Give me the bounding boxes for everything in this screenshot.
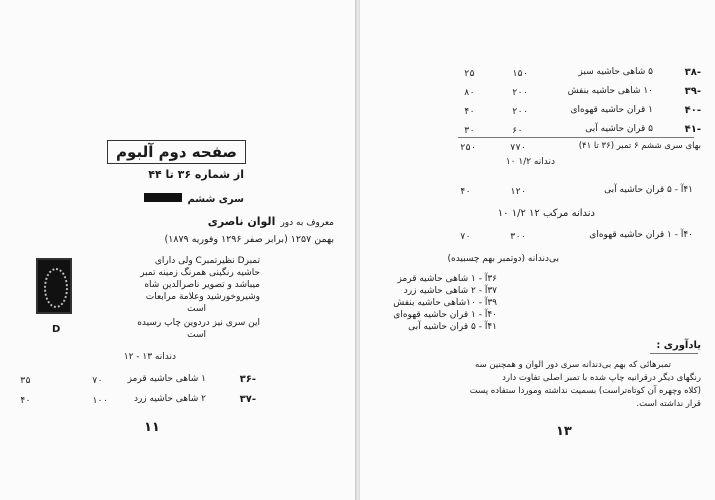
item-price2: ۴۰ — [464, 107, 475, 117]
item-price1: ۱۵۰ — [512, 69, 529, 79]
item-number: -۴۰ — [684, 105, 701, 116]
stamp-desc-6: این سری نیز دردوین چاپ رسیده — [137, 318, 260, 328]
album-range: از شماره ۳۶ تا ۴۴ — [148, 168, 244, 181]
stamp-desc-4: وشیروخورشید وعلامة مرابعات — [145, 292, 260, 302]
imperf-item: ۳۷آ - ۲ شاهی حاشیه زرد — [403, 286, 497, 296]
stamp-desc-3: میباشد و تصویر ناصرالدین شاه — [144, 280, 260, 290]
album-title-box — [107, 142, 246, 161]
item-number: -۳۶ — [239, 374, 256, 385]
item-price1: ۷۰ — [92, 376, 103, 386]
full-set-label: بهای سری ششم ۶ تمبر (۳۶ تا ۴۱) — [578, 141, 701, 151]
note-line: قرار نداشته است. — [636, 399, 701, 409]
item-desc: ۱ شاهی حاشیه قرمز — [127, 374, 206, 384]
item-price2: ۲۵ — [464, 69, 475, 79]
series-bar — [144, 193, 182, 202]
item-price1: ۱۲۰ — [510, 187, 527, 197]
stamp-image — [36, 258, 72, 314]
imperf-item: ۳۹آ - ۱۰شاهی حاشیه بنفش — [393, 298, 497, 308]
item-number: -۳۹ — [684, 86, 701, 97]
item-price1: ۲۰۰ — [512, 107, 529, 117]
series-label: سری ششم — [187, 194, 244, 205]
item-price1: ۳۰۰ — [510, 232, 527, 242]
known-as-name: الوان ناصری — [207, 215, 276, 228]
stamp-label: D — [52, 324, 61, 335]
imperf-item: ۳۶آ - ۱ شاهی حاشیه قرمز — [397, 274, 497, 284]
right-page — [360, 0, 715, 500]
stamp-desc-5: است — [187, 304, 206, 314]
note-title: یادآوری : — [656, 340, 701, 351]
known-as-line — [208, 210, 334, 229]
item-desc: ۵ شاهی حاشیه سبز — [578, 67, 653, 77]
item-number: -۳۷ — [239, 394, 256, 405]
item-price1: ۱۰۰ — [92, 396, 109, 406]
stamp-desc-2: حاشیه رنگینی همرنگ زمینه تمبر — [140, 268, 260, 278]
note-line: (کلاه وچهره آن کوتاه‌تراست) بسمیت نداشته وموردا ستفاده پست — [469, 386, 701, 396]
item-desc: ۱۰ شاهی حاشیه بنفش — [567, 86, 653, 96]
item-desc: ۴۱آ - ۵ قران حاشیه آبی — [604, 185, 693, 195]
item-price1: ۲۰۰ — [512, 88, 529, 98]
item-price2: ۴۰ — [20, 396, 31, 406]
perf-label-2: دندانه مرکب ۱۲ ۱/۲ ۱۰ — [497, 208, 595, 219]
note-line: رنگهای دیگر درقرانیه چاپ شده با تمبر اصلی تفاوت دارد — [502, 373, 701, 383]
divider — [458, 137, 694, 138]
known-as-prefix: معروف به دور — [280, 218, 334, 228]
item-number: -۳۸ — [684, 67, 701, 78]
item-price2: ۷۰ — [460, 232, 471, 242]
item-price2: ۳۵ — [20, 376, 31, 386]
note-underline — [650, 353, 698, 354]
full-set-price1: ۷۷۰ — [510, 143, 527, 153]
left-page — [0, 0, 356, 500]
item-desc: ۴۰آ - ۱ قران حاشیه قهوه‌ای — [589, 230, 693, 240]
album-title: صفحه دوم آلبوم — [107, 140, 246, 164]
item-price2: ۳۰ — [464, 126, 475, 136]
stamp-desc-7: است — [187, 330, 206, 340]
page-number: ۱۱ — [144, 420, 160, 435]
item-desc: ۵ قران حاشیه آبی — [585, 124, 653, 134]
imperf-item: ۴۱آ - ۵ قران حاشیه آبی — [408, 322, 497, 332]
perf-label: دندانه ۱۳ - ۱۲ — [123, 352, 176, 362]
stamp-desc-1: تمبرD نظیرتمبرC ولی دارای — [154, 256, 260, 266]
note-line: تمبرهائی که بهم بی‌دندانه سری دور الوان و همچنین سه — [475, 360, 671, 370]
imperf-item: ۴۰آ - ۱ قران حاشیه قهوه‌ای — [393, 310, 497, 320]
item-desc: ۲ شاهی حاشیه زرد — [133, 394, 206, 404]
full-set-price2: ۲۵۰ — [460, 143, 477, 153]
item-price2: ۴۰ — [460, 187, 471, 197]
date-line: بهمن ۱۲۵۷ (برابر صفر ۱۲۹۶ وفوریه ۱۸۷۹) — [164, 234, 334, 245]
series-heading — [140, 187, 244, 206]
imperf-label: بی‌دندانه (دوتمبر بهم چسبیده) — [447, 254, 559, 264]
item-desc: ۱ قران حاشیه قهوه‌ای — [570, 105, 653, 115]
page-number: ۱۳ — [556, 424, 572, 439]
item-price2: ۸۰ — [464, 88, 475, 98]
item-price1: ۶۰ — [512, 126, 523, 136]
perf-label-1: دندانه ۱/۲ ۱۰ — [505, 157, 555, 167]
item-number: -۴۱ — [684, 124, 701, 135]
